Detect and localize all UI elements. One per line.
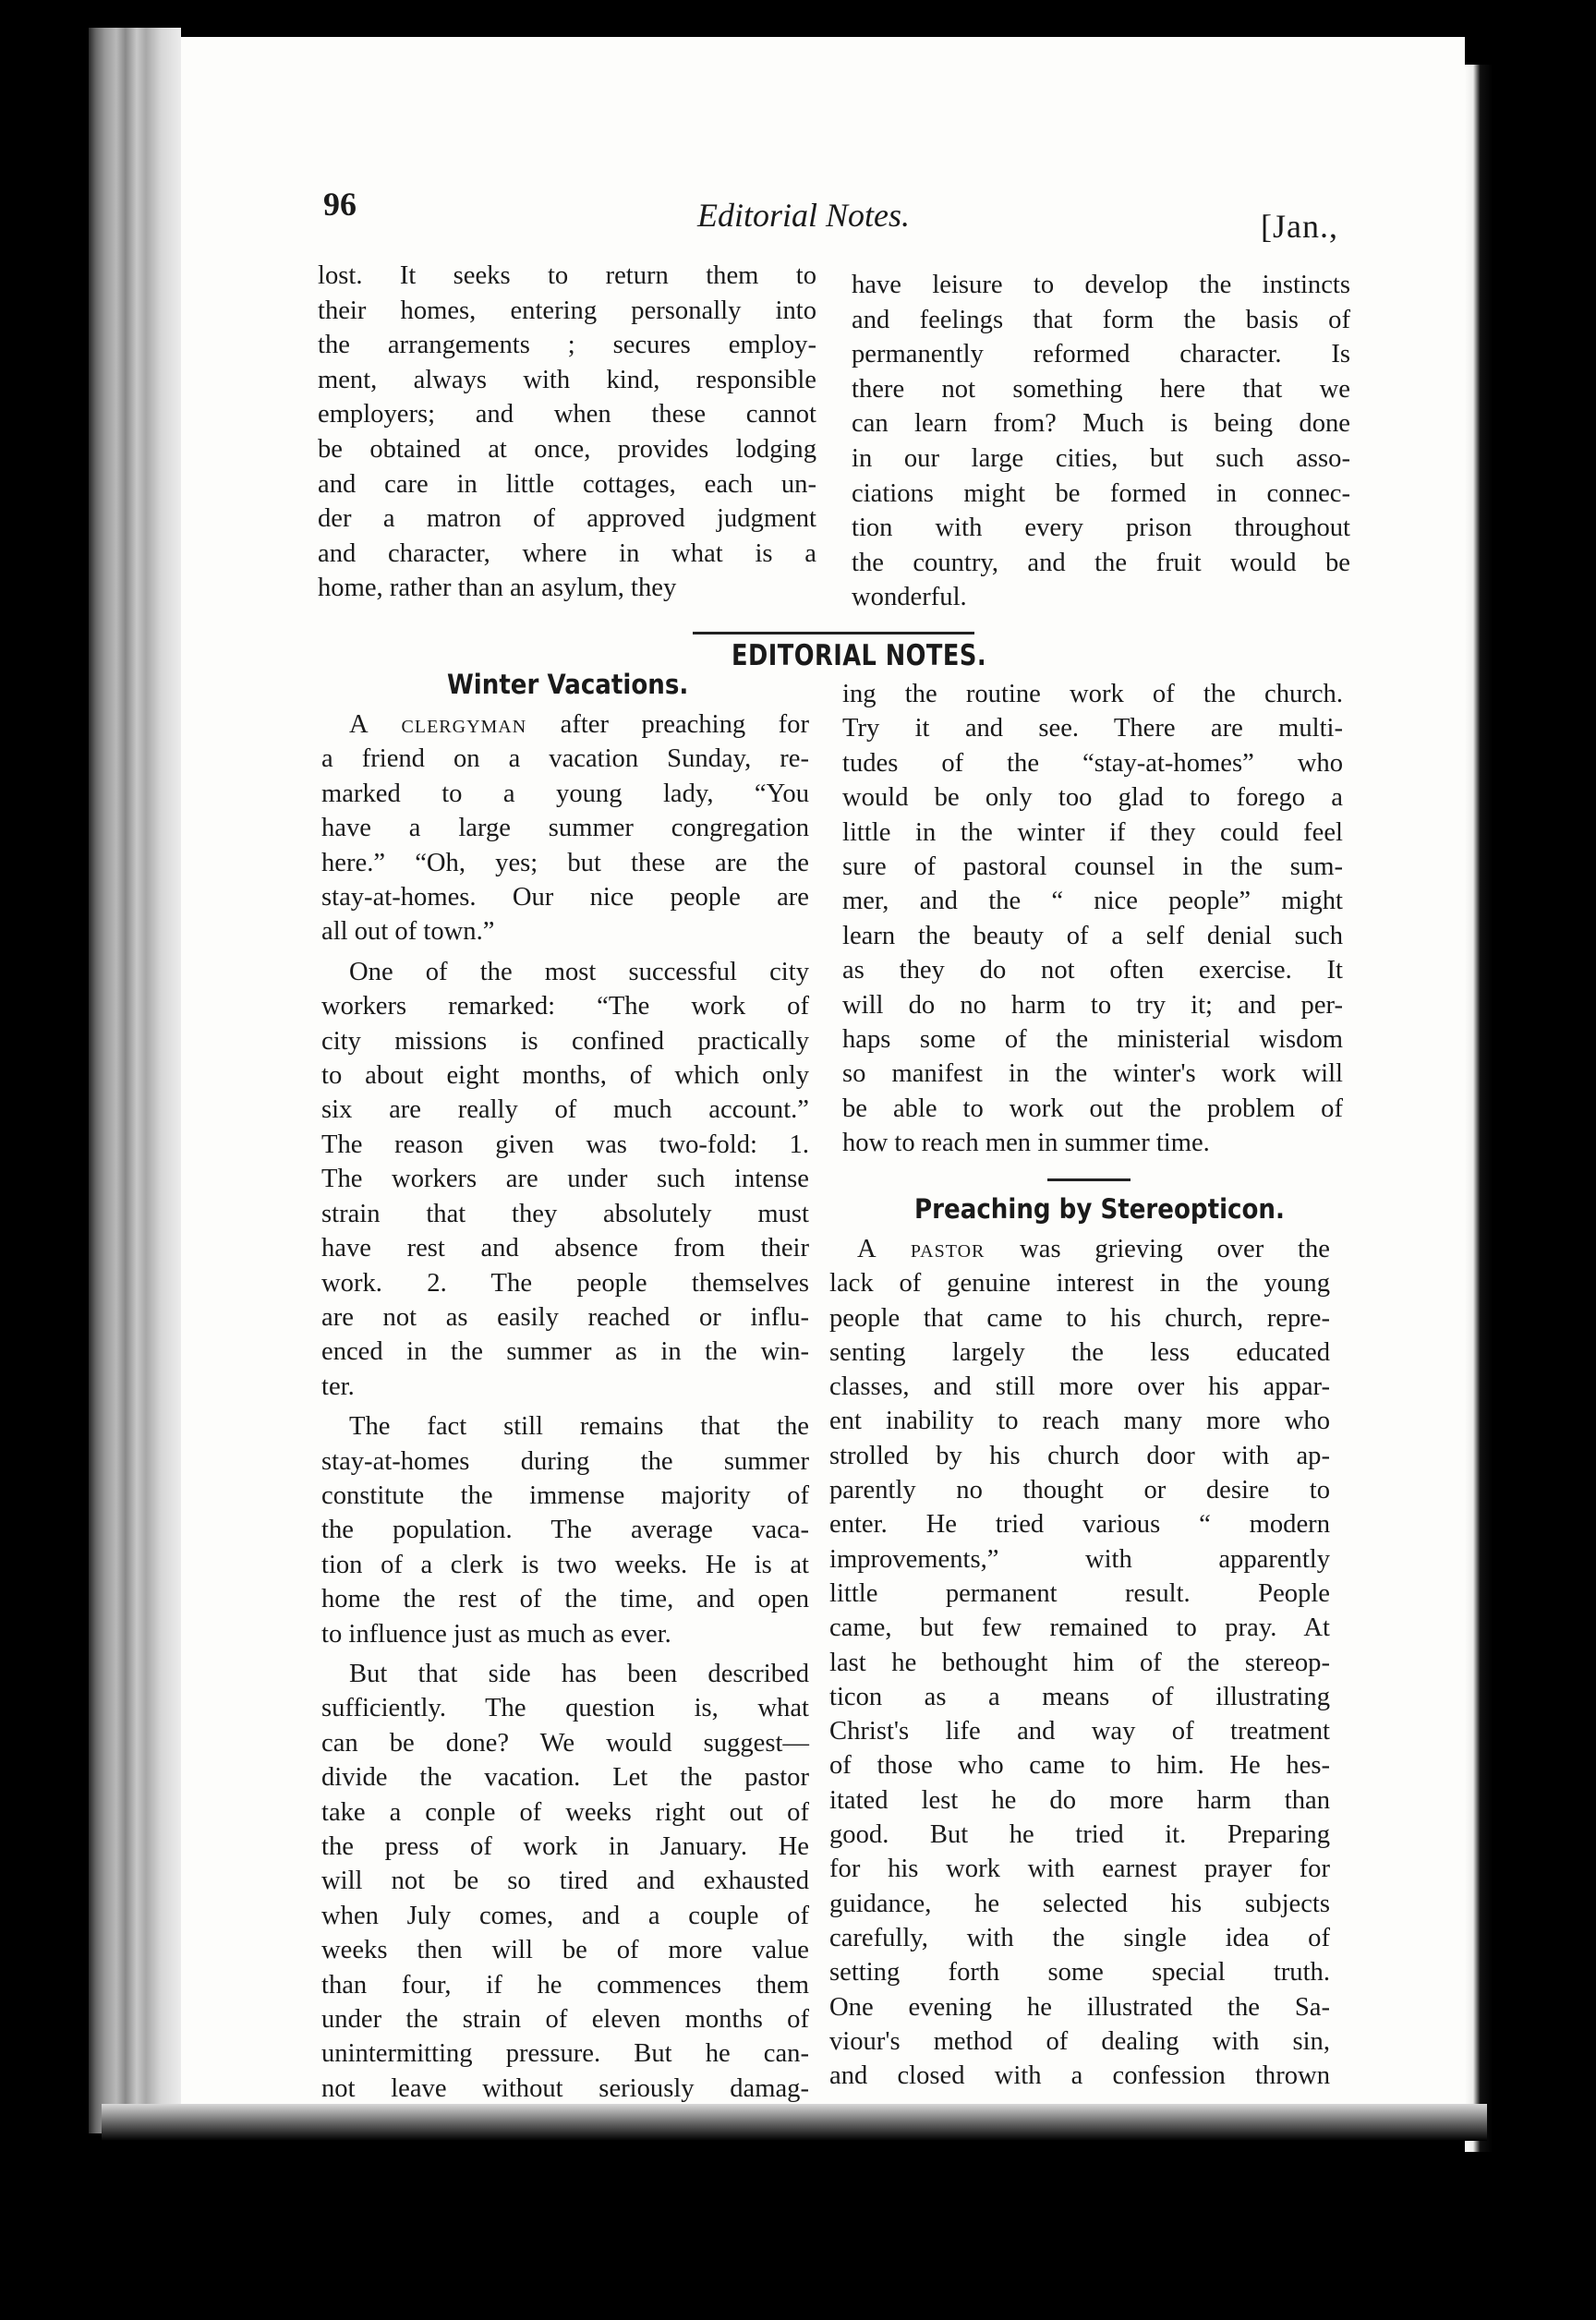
- text-line: tion of a clerk is two weeks. He is at: [321, 1550, 809, 1579]
- text-line: have a large summer congregation: [321, 814, 809, 843]
- text-line: lack of genuine interest in the young: [829, 1269, 1330, 1299]
- text-line: little in the winter if they could feel: [842, 817, 1343, 847]
- text-line: tudes of the “stay-at-homes” who: [842, 748, 1343, 778]
- section-rule: [693, 632, 974, 634]
- text-line: and character, where in what is a: [318, 538, 816, 568]
- text-line: came, but few remained to pray. At: [829, 1613, 1330, 1643]
- text-line: A pastor was grieving over the: [857, 1235, 1330, 1263]
- text-line: weeks then will be of more value: [321, 1936, 809, 1965]
- text-line: be able to work out the problem of: [842, 1094, 1343, 1123]
- text-line: ciations might be formed in connec-: [852, 478, 1350, 508]
- text-line: ter.: [321, 1371, 355, 1401]
- text-line: ment, always with kind, responsible: [318, 365, 816, 394]
- preaching-body: [829, 1232, 1330, 2093]
- text-line: parently no thought or desire to: [829, 1476, 1330, 1505]
- text-line: be obtained at once, provides lodging: [318, 434, 816, 464]
- text-line: ent inability to reach many more who: [829, 1407, 1330, 1436]
- text-line: sufficiently. The question is, what: [321, 1694, 809, 1723]
- text-line: employers; and when these cannot: [318, 400, 816, 429]
- text-line: ing the routine work of the church.: [842, 680, 1343, 708]
- text-line: improvements,” with apparently: [829, 1544, 1330, 1574]
- page-bottom-edge: [102, 2104, 1487, 2141]
- text-line: mer, and the “ nice people” might: [842, 887, 1343, 916]
- continued-text-right: [852, 268, 1350, 615]
- text-line: sure of pastoral counsel in the sum-: [842, 852, 1343, 882]
- text-line: good. But he tried it. Preparing: [829, 1820, 1330, 1850]
- text-line: will do no harm to try it; and per-: [842, 990, 1343, 1020]
- text-line: for his work with earnest prayer for: [829, 1855, 1330, 1884]
- text-line: of those who came to him. He hes-: [829, 1751, 1330, 1781]
- text-line: last he bethought him of the stereop-: [829, 1648, 1330, 1677]
- text-line: not leave without seriously damag-: [321, 2073, 809, 2103]
- text-line: carefully, with the single idea of: [829, 1923, 1330, 1952]
- text-line: stay-at-homes during the summer: [321, 1446, 809, 1476]
- text-line: The workers are under such intense: [321, 1165, 809, 1194]
- text-line: home the rest of the time, and open: [321, 1585, 809, 1614]
- winter-vacations-continuation: [842, 677, 1343, 1161]
- text-line: would be only too glad to forego a: [842, 783, 1343, 813]
- text-line: than four, if he commences them: [321, 1970, 809, 2000]
- issue-mark: [Jan.,: [1261, 208, 1338, 245]
- article-heading-winter-vacations: Winter Vacations.: [447, 669, 689, 700]
- text-line: Try it and see. There are multi-: [842, 714, 1343, 743]
- text-line: itated lest he do more harm than: [829, 1785, 1330, 1815]
- page-right-edge: [1465, 65, 1493, 2152]
- text-line: here.” “Oh, yes; but these are the: [321, 848, 809, 877]
- text-line: a friend on a vacation Sunday, re-: [321, 744, 809, 774]
- text-line: senting largely the less educated: [829, 1337, 1330, 1367]
- text-line: Christ's life and way of treatment: [829, 1717, 1330, 1746]
- text-line: lost. It seeks to return them to: [318, 261, 816, 290]
- text-line: haps some of the ministerial wisdom: [842, 1025, 1343, 1055]
- text-line: all out of town.”: [321, 917, 495, 947]
- running-head: Editorial Notes.: [697, 197, 911, 234]
- text-line: A clergyman after preaching for: [349, 710, 809, 739]
- text-line: so manifest in the winter's work will: [842, 1059, 1343, 1089]
- text-line: enced in the summer as in the win-: [321, 1337, 809, 1367]
- text-line: permanently reformed character. Is: [852, 340, 1350, 369]
- text-line: under the strain of eleven months of: [321, 2005, 809, 2035]
- text-line: in our large cities, but such asso-: [852, 443, 1350, 473]
- section-title: EDITORIAL NOTES.: [732, 639, 987, 672]
- text-line: the press of work in January. He: [321, 1832, 809, 1861]
- text-line: learn the beauty of a self denial such: [842, 921, 1343, 950]
- text-line: little permanent result. People: [829, 1578, 1330, 1608]
- text-line: unintermitting pressure. But he can-: [321, 2039, 809, 2069]
- text-line: can be done? We would suggest—: [321, 1728, 809, 1758]
- text-line: der a matron of approved judgment: [318, 504, 816, 534]
- text-line: city missions is confined practically: [321, 1026, 809, 1056]
- text-line: constitute the immense majority of: [321, 1480, 809, 1510]
- text-line: workers remarked: “The work of: [321, 992, 809, 1021]
- text-line: the country, and the fruit would be: [852, 548, 1350, 577]
- page-number: 96: [323, 186, 357, 223]
- text-line: One evening he illustrated the Sa-: [829, 1992, 1330, 2022]
- text-line: viour's method of dealing with sin,: [829, 2026, 1330, 2056]
- text-line: their homes, entering personally into: [318, 296, 816, 325]
- text-line: The fact still remains that the: [349, 1412, 809, 1442]
- text-line: and care in little cottages, each un-: [318, 469, 816, 499]
- text-line: and feelings that form the basis of: [852, 305, 1350, 334]
- text-line: take a conple of weeks right out of: [321, 1797, 809, 1827]
- text-line: people that came to his church, repre-: [829, 1303, 1330, 1333]
- text-line: there not something here that we: [852, 374, 1350, 404]
- text-line: wonderful.: [852, 583, 967, 612]
- text-line: the arrangements ; secures employ-: [318, 331, 816, 360]
- article-divider: [1047, 1178, 1130, 1181]
- text-line: to influence just as much as ever.: [321, 1619, 671, 1649]
- text-line: and closed with a confession thrown: [829, 2061, 1330, 2091]
- winter-vacations-body: [321, 707, 809, 2106]
- text-line: as they do not often exercise. It: [842, 956, 1343, 985]
- lead-in-words: A clergyman: [349, 710, 561, 739]
- text-line: when July comes, and a couple of: [321, 1901, 809, 1930]
- text-line: enter. He tried various “ modern: [829, 1510, 1330, 1540]
- text-line: divide the vacation. Let the pastor: [321, 1763, 809, 1793]
- text-line: to about eight months, of which only: [321, 1061, 809, 1091]
- text-line: The reason given was two-fold: 1.: [321, 1130, 809, 1159]
- text-line: One of the most successful city: [349, 957, 809, 986]
- continued-text-left: [318, 259, 816, 606]
- text-line: guidance, he selected his subjects: [829, 1889, 1330, 1918]
- text-line: setting forth some special truth.: [829, 1958, 1330, 1988]
- text-line: will not be so tired and exhausted: [321, 1867, 809, 1896]
- text-line: strolled by his church door with ap-: [829, 1441, 1330, 1470]
- text-line: home, rather than an asylum, they: [318, 574, 677, 603]
- text-line: But that side has been described: [349, 1659, 809, 1688]
- text-line: how to reach men in summer time.: [842, 1129, 1210, 1158]
- text-line: have rest and absence from their: [321, 1234, 809, 1263]
- text-line: strain that they absolutely must: [321, 1199, 809, 1228]
- lead-in-words: A pastor: [857, 1235, 1021, 1263]
- text-line: work. 2. The people themselves: [321, 1268, 809, 1298]
- text-line: classes, and still more over his appar-: [829, 1372, 1330, 1402]
- book-gutter: [89, 28, 181, 2133]
- text-line: tion with every prison throughout: [852, 514, 1350, 543]
- text-line: the population. The average vaca-: [321, 1516, 809, 1545]
- article-heading-preaching: Preaching by Stereopticon.: [914, 1193, 1285, 1225]
- text-line: ticon as a means of illustrating: [829, 1682, 1330, 1711]
- text-line: marked to a young lady, “You: [321, 779, 809, 808]
- text-line: have leisure to develop the instincts: [852, 271, 1350, 299]
- text-line: are not as easily reached or influ-: [321, 1302, 809, 1332]
- text-line: stay-at-homes. Our nice people are: [321, 883, 809, 912]
- text-line: six are really of much account.”: [321, 1095, 809, 1125]
- text-line: can learn from? Much is being done: [852, 409, 1350, 439]
